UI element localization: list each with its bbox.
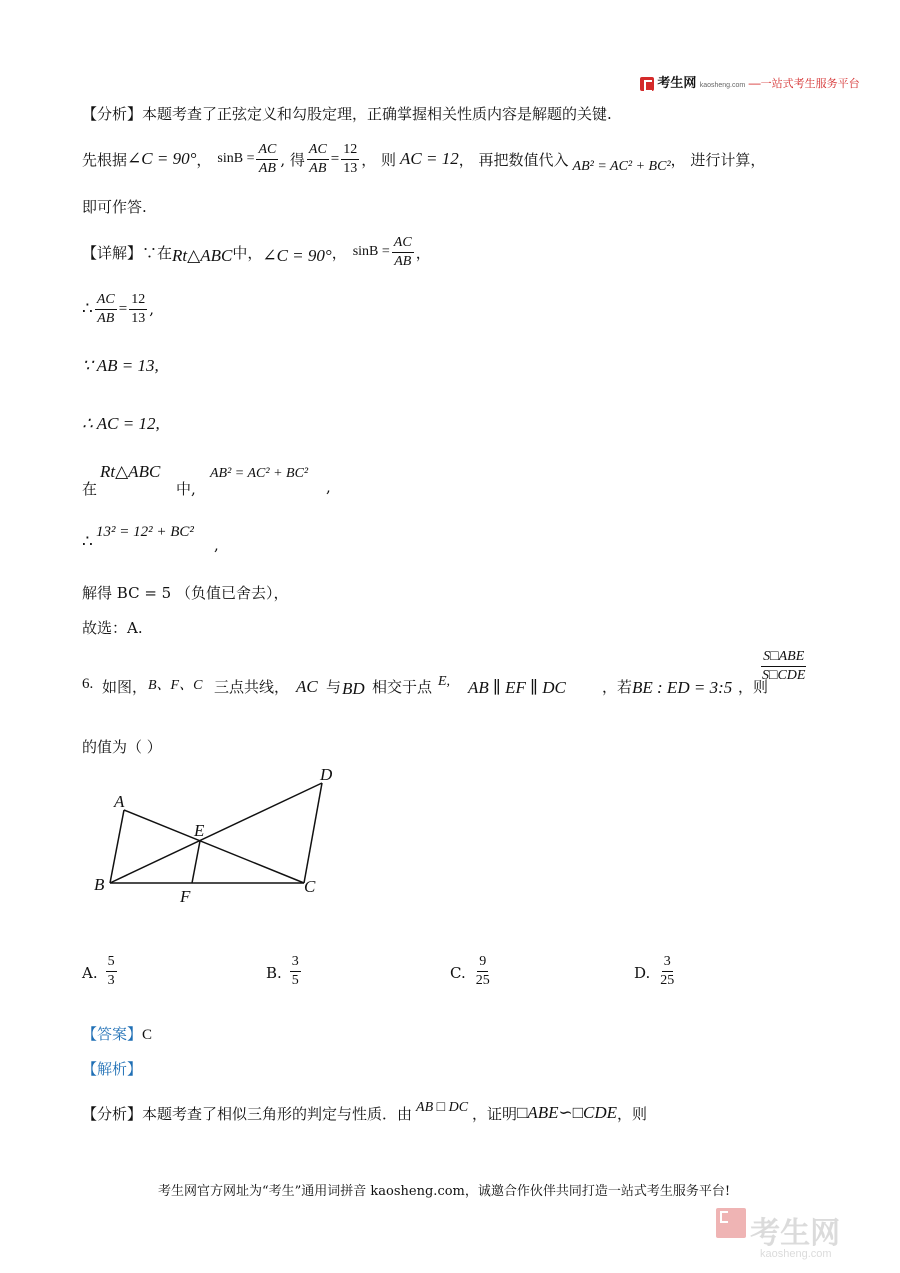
fraction-ac-ab <box>95 293 117 326</box>
logo-name: 考生网 <box>657 75 697 90</box>
therefore-symbol: ∴ <box>82 299 93 319</box>
option-fraction <box>106 955 117 988</box>
answer-line <box>82 1023 152 1044</box>
footer-text: 考生网官方网址为“考生”通用词拼音 kaosheng.com，诚邀合作伙伴共同打造一站式考生服务平台! <box>158 1184 731 1199</box>
frac-num: AC <box>95 293 117 310</box>
q-text: 如图， <box>102 678 148 696</box>
comma: ， <box>415 243 431 262</box>
frac-num: 3 <box>662 955 673 972</box>
segment-ab <box>110 810 124 883</box>
question-number: 6. <box>82 676 94 692</box>
frac-num: 12 <box>129 293 147 310</box>
fraction-ac-ab <box>256 143 278 176</box>
fraction-12-13 <box>129 293 147 326</box>
ratio-be-ed: BE : ED = 3:5 <box>632 678 733 697</box>
option-fraction <box>658 955 676 988</box>
analysis-label: 【分析】 <box>82 105 143 123</box>
frac-num: 3 <box>290 955 301 972</box>
analysis-text: ，则 <box>617 1104 648 1123</box>
fraction-ac-ab-2 <box>307 143 329 176</box>
geometry-figure <box>90 760 350 910</box>
frac-den: S□CDE <box>762 668 806 683</box>
step-text: ， 进行计算， <box>670 150 766 169</box>
point-e: E, <box>438 674 451 689</box>
option-d[interactable] <box>634 942 678 988</box>
segment-ef <box>192 841 200 883</box>
label-a: A <box>114 792 125 811</box>
option-b[interactable] <box>266 942 303 988</box>
frac-num: 12 <box>341 143 359 160</box>
q-text: 与 <box>326 678 342 696</box>
points-bfc: B、F、C <box>148 678 203 693</box>
question-6 <box>82 650 822 700</box>
analysis-2 <box>82 1098 647 1128</box>
frac-den: AB <box>394 253 412 269</box>
fraction-ac-ab <box>392 236 414 269</box>
frac-den: 25 <box>660 973 675 988</box>
detail-label: 【详解】 <box>82 243 143 262</box>
segment-bd: BD <box>342 679 365 698</box>
zhong-text: 中, <box>176 480 196 498</box>
answer-label: 【答案】 <box>82 1025 143 1043</box>
solved-line: 解得 BC = 5 （负值已舍去）， <box>82 584 289 602</box>
option-label: D. <box>634 964 651 982</box>
pythagoras-formula: AB² = AC² + BC² <box>572 159 671 174</box>
segment-ac: AC <box>296 677 318 696</box>
segment-cd <box>304 783 322 883</box>
question-6-line-2: 的值为（ ） <box>82 738 162 756</box>
frac-num: AC <box>256 143 278 160</box>
label-b: B <box>94 875 105 894</box>
choice-line: 故选：A. <box>82 619 143 637</box>
step-text: ， 则 <box>361 150 397 169</box>
analysis-1 <box>82 103 612 124</box>
frac-den: 5 <box>291 973 299 988</box>
label-f: F <box>180 887 191 906</box>
area-ratio-fraction <box>760 650 807 683</box>
frac-den: 3 <box>107 973 115 988</box>
step-text: 先根据 <box>82 150 128 169</box>
sin-b: sinB = <box>352 244 390 259</box>
pythagoras-formula: AB² = AC² + BC² <box>210 466 309 481</box>
label-e: E <box>194 821 205 840</box>
triangle-abc: Rt△ABC <box>172 246 233 265</box>
comma: ， <box>331 243 347 262</box>
therefore-line-1 <box>82 287 154 331</box>
analysis-text: ，证明 <box>472 1104 518 1123</box>
segment-bd-line <box>110 783 322 883</box>
frac-num: AC <box>307 143 329 160</box>
parallel-ab-dc: AB □ DC <box>416 1100 469 1115</box>
similar-triangles: □ABE∽□CDE <box>517 1103 617 1122</box>
option-a[interactable] <box>82 942 119 988</box>
frac-num: 9 <box>477 955 488 972</box>
analysis-text: 本题考查了正弦定义和勾股定理，正确掌握相关性质内容是解题的关键. <box>142 105 612 123</box>
option-c[interactable] <box>450 942 494 988</box>
watermark-logo-icon <box>716 1208 746 1238</box>
label-d: D <box>320 765 333 784</box>
q-text: ，则 <box>738 678 769 696</box>
option-fraction <box>290 955 301 988</box>
label-c: C <box>304 877 316 896</box>
jiexi-label: 【解析】 <box>82 1060 143 1078</box>
frac-den: AB <box>309 160 327 176</box>
equals: = <box>118 300 128 317</box>
frac-num: AC <box>392 236 414 253</box>
q-text: 相交于点 <box>372 678 433 696</box>
analysis-text: 本题考查了相似三角形的判定与性质．由 <box>142 1104 413 1123</box>
frac-den: 13 <box>131 310 146 326</box>
frac-den: AB <box>258 160 276 176</box>
parallel-lines: AB ∥ EF ∥ DC <box>468 678 566 697</box>
q-text: ，若 <box>602 678 633 696</box>
analysis-label: 【分析】 <box>82 1104 143 1123</box>
zai-text: 在 <box>82 480 98 498</box>
option-label: B. <box>266 964 282 982</box>
option-label: C. <box>450 964 466 982</box>
ac-value: AC = 12 <box>400 149 459 168</box>
answer-value: C <box>142 1027 153 1043</box>
substitution-formula: 13² = 12² + BC² <box>96 524 194 540</box>
because-ab-13: ∵ AB = 13, <box>82 356 159 375</box>
angle-c: ∠C = 90° <box>127 149 197 168</box>
equals: = <box>330 150 340 167</box>
triangle-abc: Rt△ABC <box>100 462 161 481</box>
step-line-1 <box>82 137 765 181</box>
detail-text: 中， <box>232 243 263 262</box>
q-text: 三点共线， <box>214 678 290 696</box>
option-label: A. <box>82 964 98 982</box>
step-text: , 得 <box>280 150 305 169</box>
segment-ac-line <box>124 810 304 883</box>
header-slogan: 一站式考生服务平台 <box>760 78 860 90</box>
detail-line <box>82 230 431 274</box>
therefore-symbol: ∴ <box>82 532 93 552</box>
comma: , <box>214 536 219 554</box>
angle-c: ∠C = 90° <box>262 246 332 265</box>
logo-domain: kaosheng.com <box>699 82 746 89</box>
frac-den: 13 <box>343 160 358 176</box>
watermark-en: kaosheng.com <box>760 1248 832 1260</box>
frac-den: AB <box>97 310 115 326</box>
because-text: ∵在 <box>142 243 173 262</box>
watermark-cn: 考生网 <box>750 1217 841 1250</box>
frac-den: 25 <box>475 973 490 988</box>
frac-num: S□ABE <box>761 650 806 667</box>
comma: , <box>326 478 331 496</box>
brand-logo-icon <box>640 77 654 91</box>
header-logo: 考生网 kaosheng.com —一站式考生服务平台 <box>640 72 860 91</box>
step-line-2: 即可作答. <box>82 198 147 216</box>
fraction-12-13 <box>341 143 359 176</box>
sin-b: sinB = <box>217 151 255 166</box>
footer-watermark <box>716 1208 840 1260</box>
step-text: ， 再把数值代入 <box>458 150 569 169</box>
therefore-ac-12: ∴ AC = 12, <box>82 414 160 433</box>
frac-num: 5 <box>106 955 117 972</box>
option-fraction <box>474 955 492 988</box>
comma: , <box>149 300 154 318</box>
comma: ， <box>196 150 212 169</box>
